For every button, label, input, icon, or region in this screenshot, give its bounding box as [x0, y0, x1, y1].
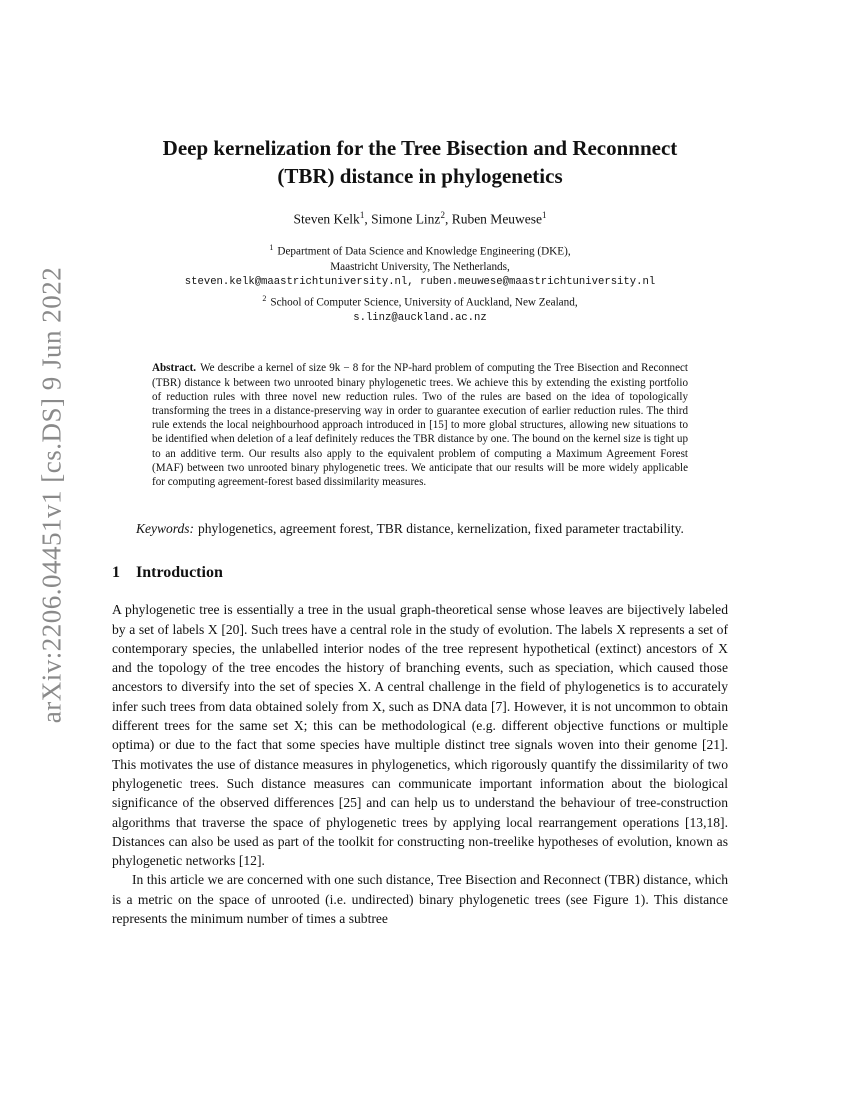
title-line-2: (TBR) distance in phylogenetics	[277, 164, 563, 188]
title-line-1: Deep kernelization for the Tree Bisection and Reconnnect	[162, 136, 678, 160]
section-number: 1	[112, 564, 120, 582]
arxiv-identifier-stamp: arXiv:2206.04451v1 [cs.DS] 9 Jun 2022	[36, 266, 67, 724]
keywords-label: Keywords:	[136, 521, 194, 537]
author-name: Steven Kelk	[293, 211, 360, 227]
keywords-text: phylogenetics, agreement forest, TBR distance, kernelization, fixed parameter tractability.	[198, 521, 684, 537]
affiliation-2-line-1: $^2$ School of Computer Science, University of Auckland, New Zealand,	[262, 293, 578, 309]
introduction-body	[112, 600, 728, 928]
author-affil-marker: 1	[542, 210, 547, 220]
affiliations	[112, 240, 728, 327]
paragraph: A phylogenetic tree is essentially a tree in the usual graph-theoretical sense whose leaves are bijectively labeled by a set of labels X [20]. Such trees have a central role in the study of evolution. The labels X represents a set of contemporary species, the unlabelled interior nodes of the tree represent hypothetical (extinct) ancestors of X and the topology of the tree encodes the history of branching events, such as speciation, which caused those ancestors to diversify into the set of species X. A central challenge in the field of phylogenetics is to accurately infer such trees from data obtained solely from X, such as DNA data [7]. However, it is not uncommon to obtain different trees for the same set X; this can be methodological (e.g. different objective functions or multiple optima) or due to the fact that some species have multiple distinct tree signals woven into their genome [21]. This motivates the use of distance measures in phylogenetics, which rigorously quantify the dissimilarity of two phylogenetic trees. Such distance measures can communicate important information about the biological significance of the observed differences [25] and can help us to understand the behaviour of tree-construction algorithms that traverse the space of phylogenetic trees by applying local rearrangement operations [13,18]. Distances can also be used as part of the toolkit for constructing non-treelike hypotheses of evolution, known as phylogenetic networks [12].	[112, 602, 728, 869]
paper-title	[112, 134, 728, 190]
affiliation-1-line-1: $^1$ Department of Data Science and Knowledge Engineering (DKE),	[269, 242, 571, 258]
author-list: Steven Kelk$^1$, Simone Linz$^2$, Ruben Meuwese$^1$	[293, 210, 547, 227]
section-title: Introduction	[136, 564, 223, 582]
affiliation-1-emails: steven.kelk@maastrichtuniversity.nl, ruben.meuwese@maastrichtuniversity.nl	[184, 276, 656, 289]
affiliation-2-email: s.linz@auckland.ac.nz	[353, 311, 487, 324]
abstract-label: Abstract.	[152, 362, 197, 375]
author-affil-marker: 1	[359, 210, 365, 220]
abstract	[152, 361, 688, 489]
keywords	[112, 520, 728, 538]
affil-marker: 2	[262, 293, 267, 303]
abstract-text: We describe a kernel of size 9k − 8 for the NP-hard problem of computing the Tree Bisection and Reconnect (TBR) distance k between two unrooted binary phylogenetic trees. We achieve this by extending the existing portfolio of reduction rules with three novel new reduction rules. Two of the rules are based on the idea of topologically transforming the trees in a distance-preserving way in order to guarantee execution of earlier reduction rules. The third rule extends the local neighbourhood approach introduced in [15] to more global structures, allowing new situations to be identified when deletion of a leaf definitely reduces the TBR distance by one. The bound on the kernel size is tight up to an additive term. Our results also apply to the equivalent problem of computing a Maximum Agreement Forest (MAF) between two unrooted binary phylogenetic trees. We anticipate that our results will be more widely applicable for computing agreement-forest based dissimilarity measures.	[152, 362, 688, 489]
author-affil-marker: 2	[440, 210, 445, 220]
affil-marker: 1	[269, 242, 274, 252]
section-heading-introduction	[112, 564, 728, 582]
author-name: Simone Linz	[371, 211, 441, 227]
author-name: Ruben Meuwese	[451, 211, 543, 227]
affiliation-1-line-2: Maastricht University, The Netherlands,	[330, 260, 510, 273]
paragraph: In this article we are concerned with one such distance, Tree Bisection and Reconnect (TBR) distance, which is a metric on the space of unrooted (i.e. undirected) binary phylogenetic trees (see Figure 1). This distance represents the minimum number of times a subtree	[112, 872, 728, 927]
paper-page	[112, 134, 728, 928]
